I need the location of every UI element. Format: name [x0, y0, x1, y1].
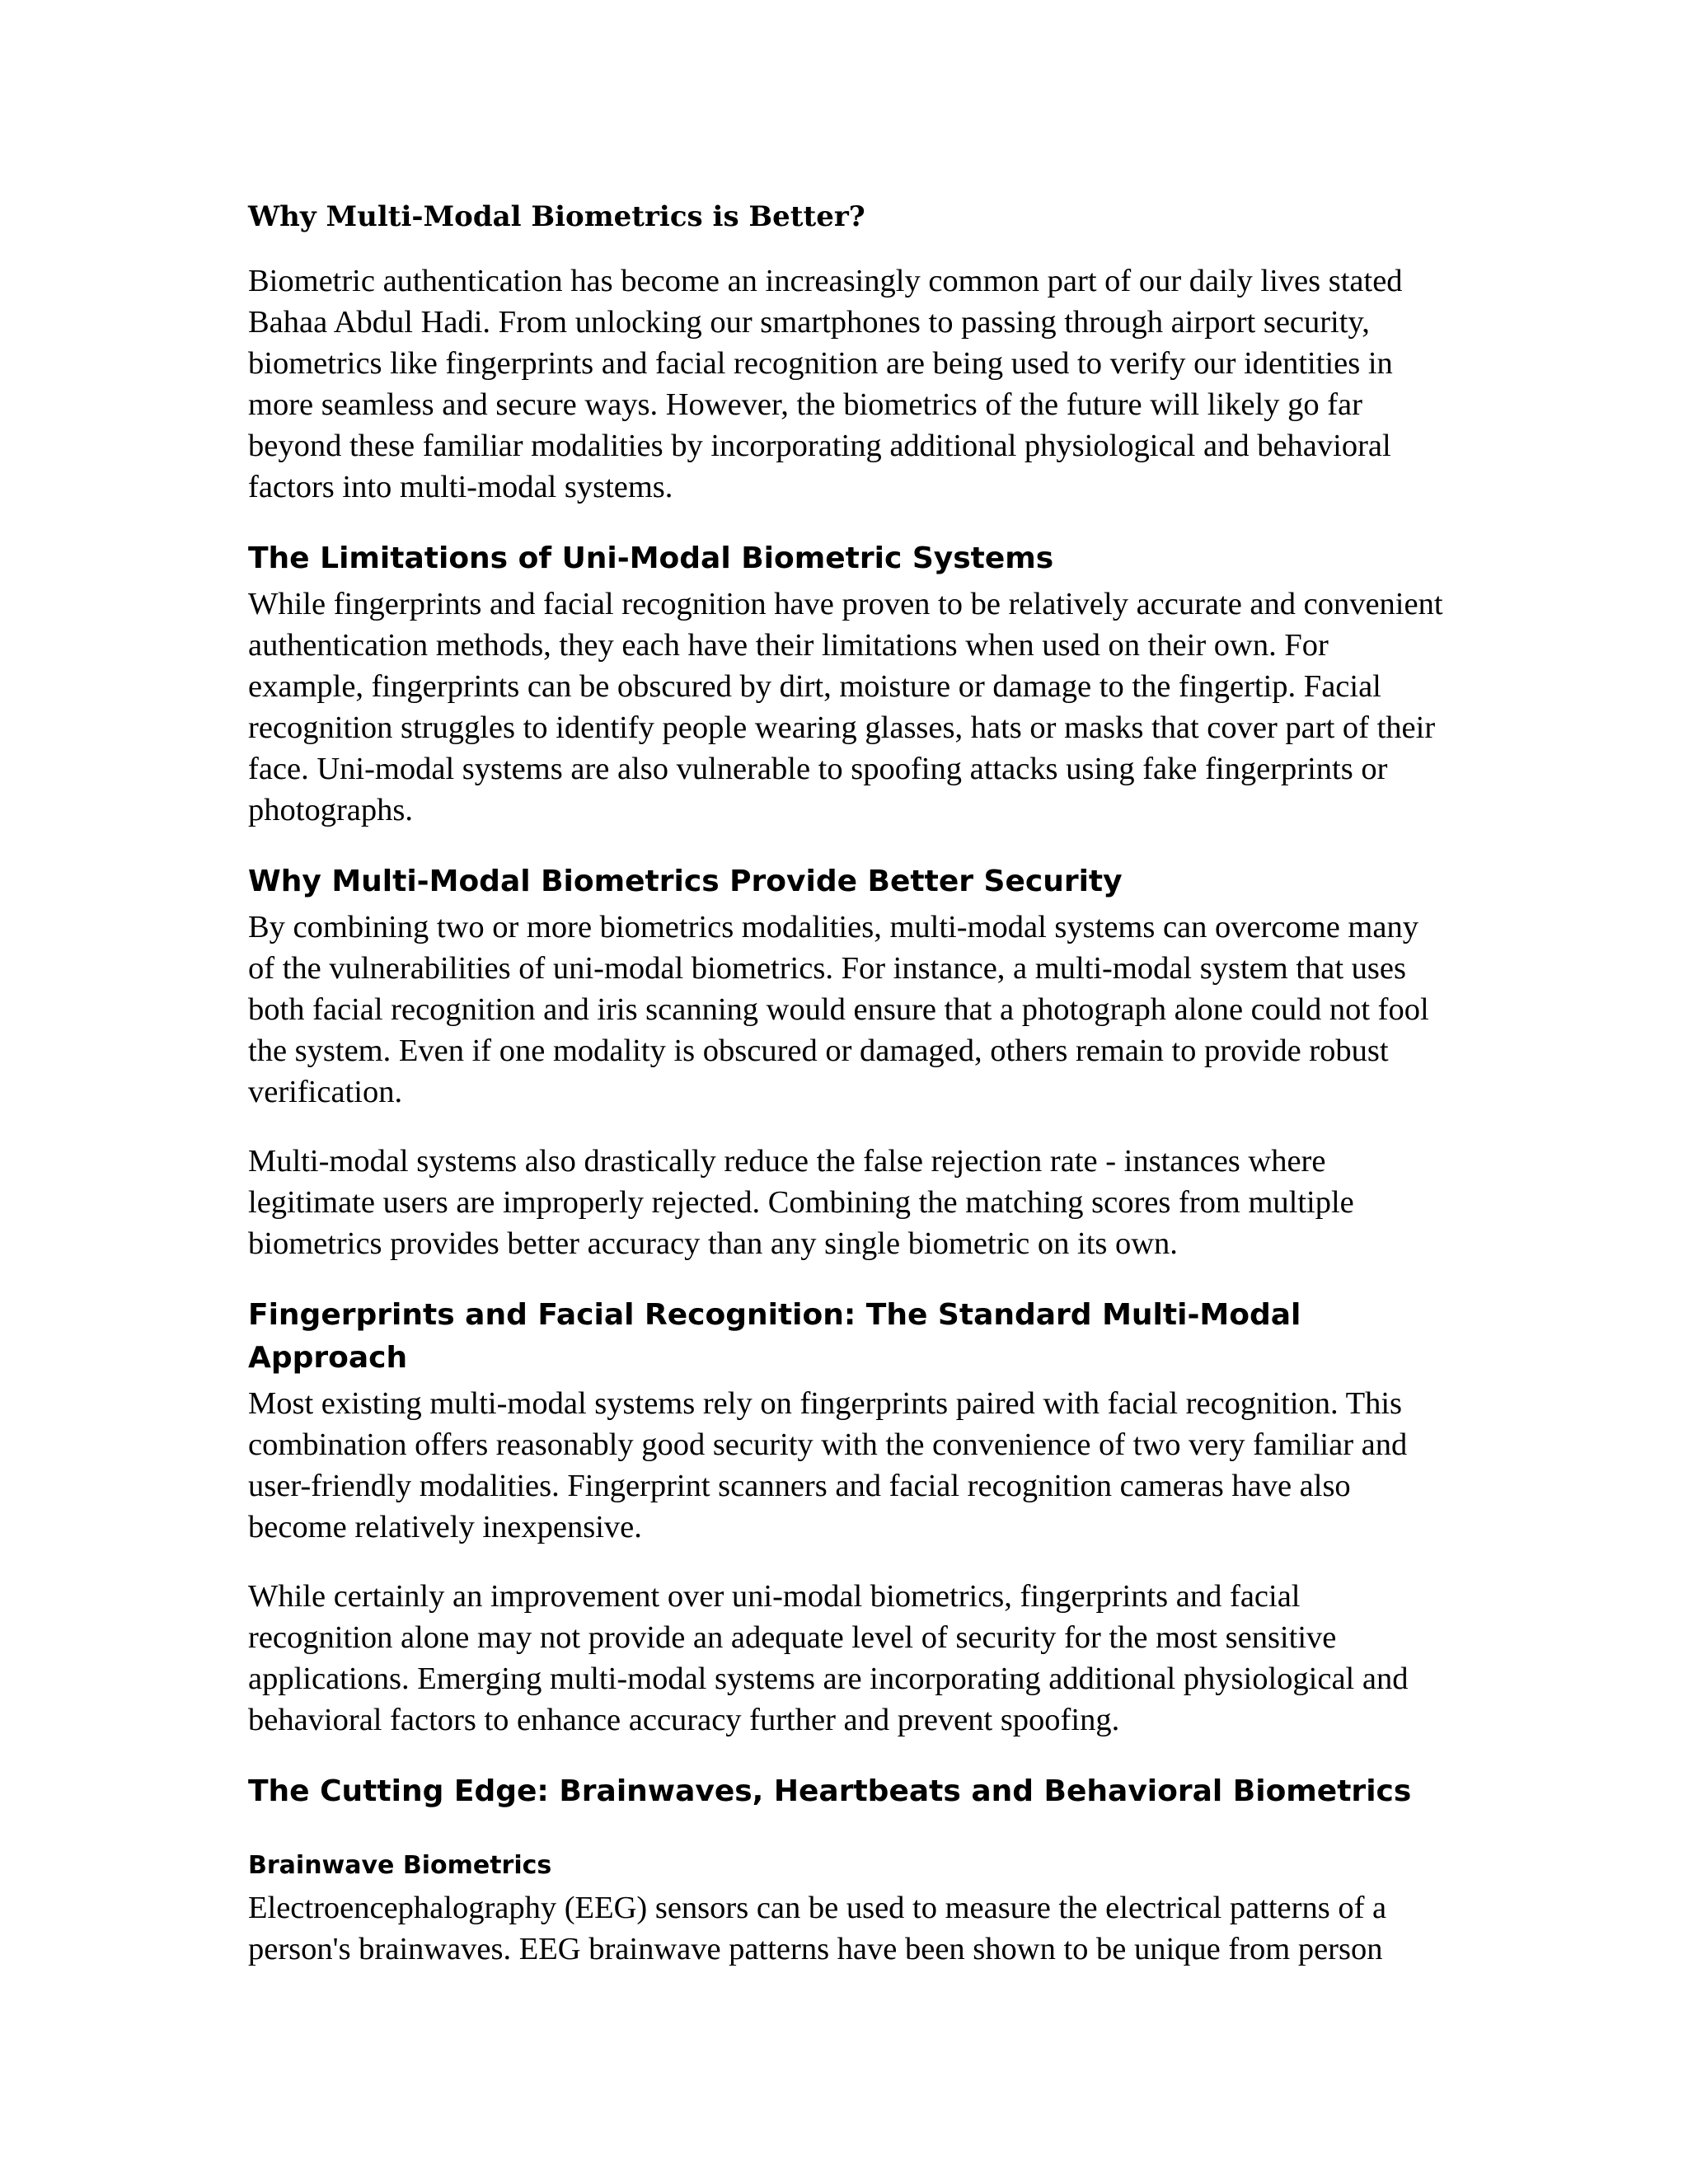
- section-heading-better-security: Why Multi-Modal Biometrics Provide Better Security: [248, 865, 1123, 898]
- document-title: Why Multi-Modal Biometrics is Better?: [248, 200, 865, 233]
- better-security-paragraph-1: By combining two or more biometrics modalities, multi-modal systems can overcome many of the vulnerabilities of uni-modal biometrics. For instance, a multi-modal system that uses both facial recognition and iris scanning would ensure that a photograph alone could not fool the system. Even if one modality is obscured or damaged, others remain to provide robust verification.: [248, 910, 1429, 1109]
- document-body: [248, 196, 1451, 1998]
- brainwave-paragraph: Electroencephalography (EEG) sensors can be used to measure the electrical patterns of a person's brainwaves. EEG brainwave patterns have been shown to be unique from person: [248, 1891, 1387, 1966]
- better-security-paragraph-2: Multi-modal systems also drastically reduce the false rejection rate - instances where legitimate users are improperly rejected. Combining the matching scores from multiple biometrics provides better accuracy than any single biometric on its own.: [248, 1144, 1354, 1261]
- section-heading-limitations: The Limitations of Uni-Modal Biometric Systems: [248, 541, 1054, 575]
- section-heading-cutting-edge: The Cutting Edge: Brainwaves, Heartbeats and Behavioral Biometrics: [248, 1774, 1412, 1808]
- standard-approach-paragraph-1: Most existing multi-modal systems rely on fingerprints paired with facial recognition. This combination offers reasonably good security with the convenience of two very familiar and user-friendly modalities. Fingerprint scanners and facial recognition cameras have also become relatively inexpensive.: [248, 1386, 1408, 1544]
- limitations-paragraph: While fingerprints and facial recognition have proven to be relatively accurate and convenient authentication methods, they each have their limitations when used on their own. For example, fingerprints can be obscured by dirt, moisture or damage to the fingertip. Facial recognition struggles to identify people wearing glasses, hats or masks that cover part of their face. Uni-modal systems are also vulnerable to spoofing attacks using fake fingerprints or photographs.: [248, 587, 1443, 827]
- standard-approach-paragraph-2: While certainly an improvement over uni-modal biometrics, fingerprints and facial recognition alone may not provide an adequate level of security for the most sensitive applications. Emerging multi-modal systems are incorporating additional physiological and behavioral factors to enhance accuracy further and prevent spoofing.: [248, 1579, 1409, 1737]
- intro-paragraph: Biometric authentication has become an increasingly common part of our daily lives stated Bahaa Abdul Hadi. From unlocking our smartphones to passing through airport security, biometrics like fingerprints and facial recognition are being used to verify our identities in more seamless and secure ways. However, the biometrics of the future will likely go far beyond these familiar modalities by incorporating additional physiological and behavioral factors into multi-modal systems.: [248, 264, 1403, 504]
- section-heading-standard-approach: Fingerprints and Facial Recognition: The Standard Multi-Modal Approach: [248, 1298, 1301, 1375]
- subheading-brainwave-biometrics: Brainwave Biometrics: [248, 1851, 552, 1880]
